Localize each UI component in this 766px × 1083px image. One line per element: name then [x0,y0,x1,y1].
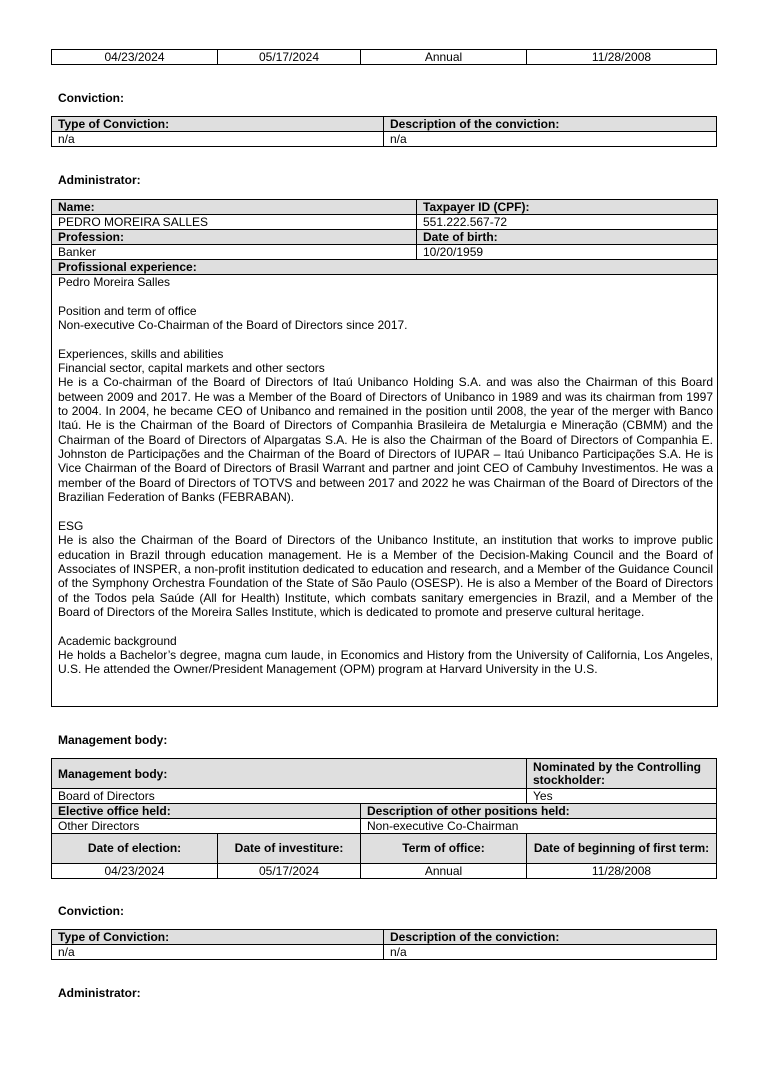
experience-text [52,275,718,707]
administrator-heading: Administrator: [58,173,141,187]
experience-label: Profissional experience: [52,260,718,275]
esg-text: He is also the Chairman of the Board of Directors of the Unibanco Institute, an institution that works to improve public education in Brazil through education management. He is a Member of the Decision-Making Council and the Board of Associates of INSPER, a non-profit institution dedicated to education and research, and a Member of the Guidance Council of the Symphony Orchestra Foundation of the State of São Paulo (OSESP). He is also a Member of the Board of Directors of the Todos pela Saúde (All for Health) Institute, which combats sanitary emergencies in Brazil, and a Member of the Board of Directors of the Moreira Salles Institute, which is dedicated to promote and preserve cultural heritage. [58,533,713,619]
term-label: Term of office: [361,834,527,864]
conviction-type-label: Type of Conviction: [52,117,384,132]
conviction-heading-2: Conviction: [58,904,124,918]
other-positions-label: Description of other positions held: [361,804,717,819]
management-heading: Management body: [58,733,168,747]
academic-text: He holds a Bachelor’s degree, magna cum laude, in Economics and History from the University of California, Los Angeles, U.S. He attended the Owner/President Management (OPM) program at Harvard University in the U.S. [58,647,713,677]
administrator-table [51,199,718,707]
skills-heading: Experiences, skills and abilities [58,346,224,361]
investiture-date: 05/17/2024 [218,50,361,65]
name-label: Name: [52,200,417,215]
conviction-desc-value-2: n/a [384,945,717,960]
elective-office-value: Other Directors [52,819,361,834]
conviction-type-value-2: n/a [52,945,384,960]
skills-sub: Financial sector, capital markets and other sectors [58,361,325,376]
cpf-value: 551.222.567-72 [417,215,718,230]
conviction-table [51,116,717,147]
conviction-heading: Conviction: [58,91,124,105]
top-dates-table [51,49,717,65]
first-term-value: 11/28/2008 [527,864,717,879]
election-date-value: 04/23/2024 [52,864,218,879]
dob-label: Date of birth: [417,230,718,245]
position-heading: Position and term of office [58,303,197,318]
management-table [51,758,717,879]
investiture-date-label: Date of investiture: [218,834,361,864]
conviction-type-label-2: Type of Conviction: [52,930,384,945]
profession-value: Banker [52,245,417,260]
election-date-label: Date of election: [52,834,218,864]
conviction-desc-label: Description of the conviction: [384,117,717,132]
dob-value: 10/20/1959 [417,245,718,260]
esg-heading: ESG [58,518,84,533]
profession-label: Profession: [52,230,417,245]
first-term-date: 11/28/2008 [527,50,717,65]
election-date: 04/23/2024 [52,50,218,65]
cpf-label: Taxpayer ID (CPF): [417,200,718,215]
other-positions-value: Non-executive Co-Chairman [361,819,717,834]
academic-heading: Academic background [58,633,177,648]
term-of-office: Annual [361,50,527,65]
conviction-table-2 [51,929,717,960]
name-value: PEDRO MOREIRA SALLES [52,215,417,230]
exp-name: Pedro Moreira Salles [58,275,171,289]
conviction-desc-label-2: Description of the conviction: [384,930,717,945]
conviction-type-value: n/a [52,132,384,147]
term-value: Annual [361,864,527,879]
conviction-desc-value: n/a [384,132,717,147]
nominated-value: Yes [527,789,717,804]
elective-office-label: Elective office held: [52,804,361,819]
position-text: Non-executive Co-Chairman of the Board of Directors since 2017. [58,318,408,333]
skills-text: He is a Co-chairman of the Board of Directors of Itaú Unibanco Holding S.A. and was also the Chairman of this Board between 2009 and 2017. He was a Member of the Board of Directors of Unibanco in 1989 and was its chairman from 1997 to 2004. In 2004, he became CEO of Unibanco and remained in the position until 2008, the year of the merger with Banco Itaú. He is the Chairman of the Board of Directors of Companhia Brasileira de Metalurgia e Mineração (CBMM) and the Chairman of the Board of Directors of Alpargatas S.A. He is also the Chairman of the Board of Directors of Companhia E. Johnston de Participações and the Chairman of the Board of Directors of IUPAR – Itaú Unibanco Participações S.A. He is Vice Chairman of the Board of Directors of Brasil Warrant and partner and joint CEO of Cambuhy Investimentos. He was a member of the Board of Directors of TOTVS and between 2017 and 2022 he was Chairman of the Board of Directors of the Brazilian Federation of Banks (FEBRABAN). [58,375,713,505]
administrator-heading-2: Administrator: [58,986,141,1000]
nominated-label: Nominated by the Controlling stockholder: [527,759,717,789]
investiture-date-value: 05/17/2024 [218,864,361,879]
management-body-value: Board of Directors [52,789,527,804]
management-body-label: Management body: [52,759,527,789]
first-term-label: Date of beginning of first term: [527,834,717,864]
